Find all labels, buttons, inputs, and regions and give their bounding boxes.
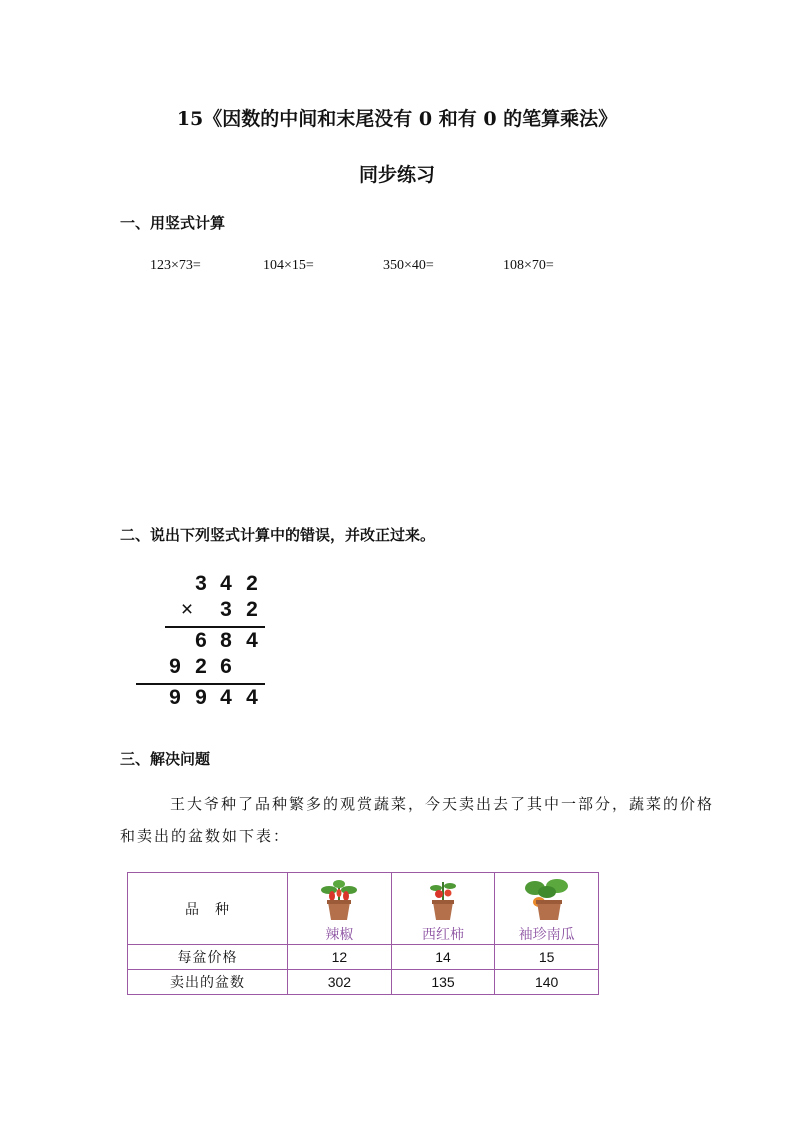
page-title: 15《因数的中间和末尾没有 0 和有 0 的笔算乘法》 [176, 108, 618, 130]
calc-digit: 4 [246, 686, 258, 709]
table-row [128, 970, 599, 995]
calc-digit: 9 [169, 686, 181, 709]
problem-text-line1: 王大爷种了品种繁多的观赏蔬菜，今天卖出去了其中一部分，蔬菜的价格 [170, 795, 715, 813]
sold-cell: 140 [495, 970, 599, 995]
expression-4: 108×70= [503, 258, 554, 273]
table-row [128, 945, 599, 970]
calc-digit: 2 [246, 598, 258, 621]
vegetable-table [127, 872, 599, 995]
tomato-plant-icon [419, 878, 467, 922]
expression-1: 123×73= [150, 258, 201, 273]
sold-cell: 302 [288, 970, 392, 995]
section1-heading: 一、用竖式计算 [120, 214, 226, 232]
calc-digit: 8 [220, 629, 232, 652]
calc-digit: 9 [169, 655, 181, 678]
sold-cell: 135 [391, 970, 495, 995]
header-label-cell [128, 873, 288, 945]
calc-digit: 6 [195, 629, 207, 652]
pumpkin-plant-icon [521, 878, 573, 922]
calc-digit: 2 [195, 655, 207, 678]
calc-digit: 9 [195, 686, 207, 709]
calc-digit: 3 [220, 598, 232, 621]
calc-divider-line [136, 683, 265, 685]
row-label: 每盆价格 [128, 945, 288, 970]
calc-digit: 4 [246, 629, 258, 652]
vegetable-name: 辣椒 [325, 926, 354, 943]
price-cell: 12 [288, 945, 392, 970]
price-cell: 15 [495, 945, 599, 970]
header-label: 品 种 [185, 901, 231, 918]
expression-2: 104×15= [263, 258, 314, 273]
pepper-plant-icon [315, 878, 363, 922]
section3-heading: 三、解决问题 [120, 750, 211, 768]
vegetable-cell [391, 873, 495, 945]
calc-digit: 4 [220, 572, 232, 595]
calc-digit: 4 [220, 686, 232, 709]
vegetable-name: 西红柿 [422, 926, 464, 943]
row-label: 卖出的盆数 [128, 970, 288, 995]
vegetable-name: 袖珍南瓜 [518, 926, 575, 943]
calc-digit: 3 [195, 572, 207, 595]
page-subtitle: 同步练习 [358, 164, 435, 186]
problem-text-line2: 和卖出的盆数如下表： [120, 827, 291, 845]
expression-3: 350×40= [383, 258, 434, 273]
calc-divider-line [165, 626, 265, 628]
section2-heading: 二、说出下列竖式计算中的错误，并改正过来。 [120, 526, 436, 544]
table-header-row [128, 873, 599, 945]
multiply-sign: × [180, 598, 194, 621]
calc-digit: 6 [220, 655, 232, 678]
vegetable-cell [495, 873, 599, 945]
vegetable-cell [288, 873, 392, 945]
calc-digit: 2 [246, 572, 258, 595]
price-cell: 14 [391, 945, 495, 970]
